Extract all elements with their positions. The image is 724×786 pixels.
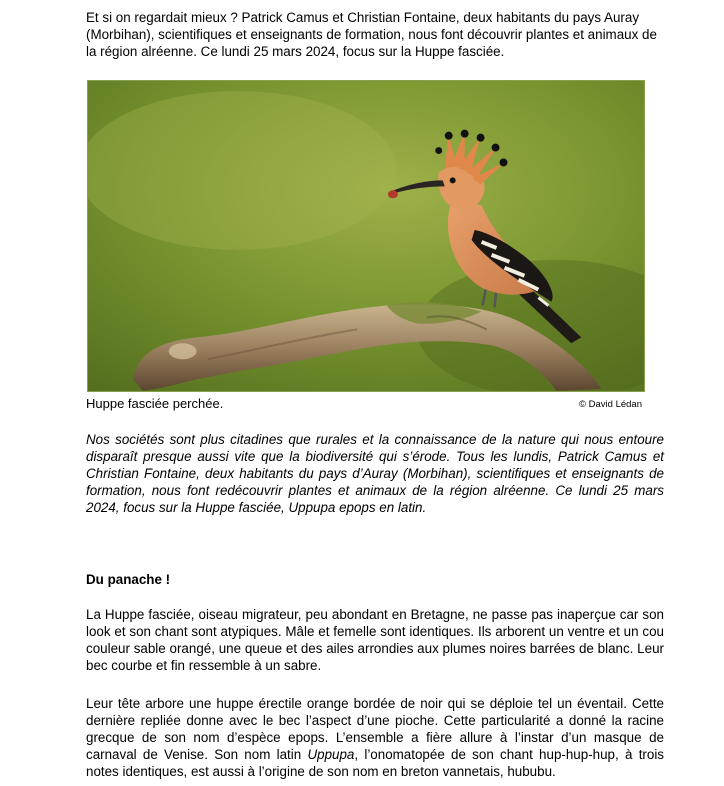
paragraph-2-text-start: Leur tête arbore une huppe érectile orange bordée de noir qui se déploie tel un éventail. Cette dernière repliée donne avec le bec l’aspect d’une pioche. Cette particularité a donné la racine grecque de son nom d’espèce epops. L’ensemble a fière allure à l’instar d’un masque de carnaval de Venise. Son nom latin [86,696,664,762]
intro-paragraph: Et si on regardait mieux ? Patrick Camus et Christian Fontaine, deux habitants du pays Auray (Morbihan), scientifiques et enseignants de formation, nous font découvrir plantes et animaux de la région alréenne. Ce lundi 25 mars 2024, focus sur la Huppe fasciée. [86,10,657,59]
photo-credit: © David Lédan [579,399,642,410]
body-paragraph-2 [86,695,664,780]
lead-paragraph: Nos sociétés sont plus citadines que rurales et la connaissance de la nature qui nous entoure disparaît presque aussi vite que la biodiversité qui s’érode. Tous les lundis, Patrick Camus et Christian Fontaine, deux habitants du pays d’Auray (Morbihan), scientifiques et enseignants de formation, nous font redécouvrir plantes et animaux de la région alréenne. Ce lundi 25 mars 2024, focus sur la Huppe fasciée, Uppupa epops en latin. [86,432,664,515]
photo-caption: Huppe fasciée perchée. [86,396,224,411]
hoopoe-photo [87,80,645,392]
hoopoe-illustration [88,81,644,391]
body-paragraph-1: La Huppe fasciée, oiseau migrateur, peu abondant en Bretagne, ne passe pas inaperçue car son look et son chant sont atypiques. Mâle et femelle sont identiques. Ils arborent un ventre et un cou couleur sable orangé, une queue et des ailes arrondies aux plumes noires barrées de blanc. Leur bec courbe et fin ressemble à un sabre. [86,607,664,673]
paragraph-2-text-end: , l’onomatopée de son chant hup-hup-hup, à trois notes identiques, est aussi à l’origine de son nom en breton vannetais, hububu. [86,747,664,779]
latin-name: Uppupa [307,747,355,762]
section-heading: Du panache ! [86,572,171,587]
